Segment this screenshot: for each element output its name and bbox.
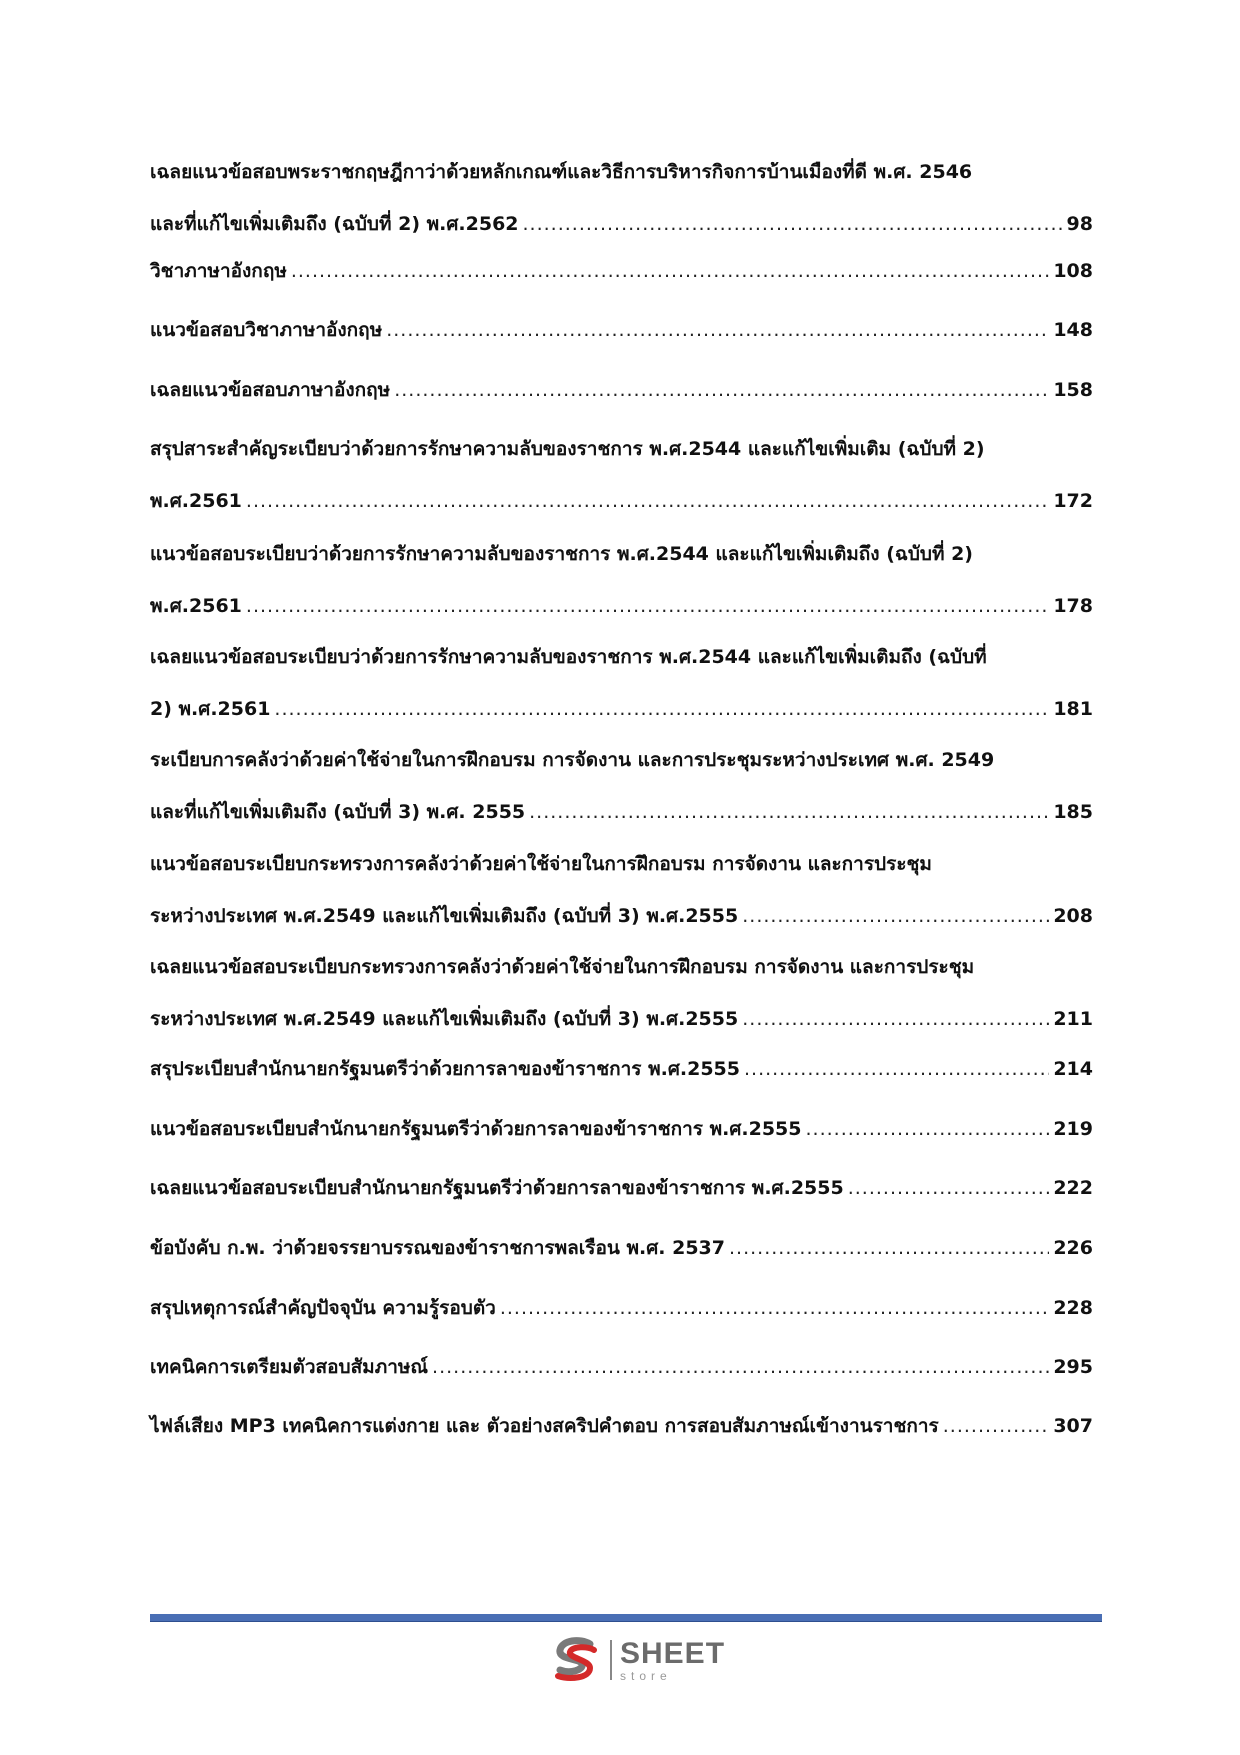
toc-entry-page: 214 bbox=[1053, 1058, 1093, 1080]
toc-entry-page: 307 bbox=[1053, 1415, 1093, 1437]
toc-entry-first-line: แนวข้อสอบระเบียบว่าด้วยการรักษาความลับของราชการ พ.ศ.2544 และแก้ไขเพิ่มเติมถึง (ฉบับที่ 2) bbox=[150, 543, 973, 565]
toc-entry-title: และที่แก้ไขเพิ่มเติมถึง (ฉบับที่ 2) พ.ศ.2562 bbox=[150, 213, 519, 235]
dot-leader bbox=[729, 1222, 1049, 1274]
logo-brand-text: SHEET bbox=[620, 1636, 726, 1670]
dot-leader bbox=[274, 683, 1049, 735]
toc-entry-page: 148 bbox=[1053, 319, 1093, 341]
toc-entry bbox=[150, 838, 1093, 942]
logo-sub-text: store bbox=[620, 1668, 672, 1683]
toc-entry-page: 211 bbox=[1053, 1008, 1093, 1030]
toc-entry-title: วิชาภาษาอังกฤษ bbox=[150, 260, 287, 282]
dot-leader bbox=[848, 1162, 1050, 1214]
dot-leader bbox=[744, 1043, 1049, 1095]
toc-entry-title: แนวข้อสอบวิชาภาษาอังกฤษ bbox=[150, 319, 383, 341]
toc-entry bbox=[150, 1282, 1093, 1334]
toc-entry bbox=[150, 245, 1093, 297]
toc-entry bbox=[150, 364, 1093, 416]
dot-leader bbox=[291, 245, 1049, 297]
dot-leader bbox=[394, 364, 1049, 416]
toc-entry-first-line: เฉลยแนวข้อสอบระเบียบว่าด้วยการรักษาความลับของราชการ พ.ศ.2544 และแก้ไขเพิ่มเติมถึง (ฉบับที่ bbox=[150, 646, 987, 668]
toc-entry-title: พ.ศ.2561 bbox=[150, 490, 242, 512]
toc-entry-title: ระหว่างประเทศ พ.ศ.2549 และแก้ไขเพิ่มเติมถึง (ฉบับที่ 3) พ.ศ.2555 bbox=[150, 1008, 739, 1030]
toc-entry bbox=[150, 423, 1093, 527]
toc-entry bbox=[150, 528, 1093, 632]
toc-entry-page: 98 bbox=[1066, 213, 1093, 235]
toc-entry bbox=[150, 1043, 1093, 1095]
toc-entry-title: 2) พ.ศ.2561 bbox=[150, 698, 271, 720]
logo-separator bbox=[610, 1640, 612, 1680]
toc-entry bbox=[150, 941, 1093, 1045]
toc-entry-title: ไฟล์เสียง MP3 เทคนิคการแต่งกาย และ ตัวอย่างสคริปคำตอบ การสอบสัมภาษณ์เข้างานราชการ bbox=[150, 1415, 939, 1437]
toc-entry-page: 181 bbox=[1053, 698, 1093, 720]
toc-entry-first-line: เฉลยแนวข้อสอบระเบียบกระทรวงการคลังว่าด้วยค่าใช้จ่ายในการฝึกอบรม การจัดงาน และการประชุม bbox=[150, 956, 975, 978]
toc-entry-page: 295 bbox=[1053, 1356, 1093, 1378]
toc-entry bbox=[150, 734, 1093, 838]
dot-leader bbox=[806, 1103, 1050, 1155]
toc-entry bbox=[150, 146, 1093, 250]
toc-entry-first-line: สรุปสาระสำคัญระเบียบว่าด้วยการรักษาความลับของราชการ พ.ศ.2544 และแก้ไขเพิ่มเติม (ฉบับที่ 2) bbox=[150, 438, 985, 460]
toc-entry-page: 172 bbox=[1053, 490, 1093, 512]
toc-entry-title: เฉลยแนวข้อสอบภาษาอังกฤษ bbox=[150, 379, 391, 401]
dot-leader bbox=[523, 198, 1063, 250]
toc-entry-first-line: แนวข้อสอบระเบียบกระทรวงการคลังว่าด้วยค่าใช้จ่ายในการฝึกอบรม การจัดงาน และการประชุม bbox=[150, 853, 932, 875]
dot-leader bbox=[500, 1282, 1049, 1334]
toc-entry-first-line: เฉลยแนวข้อสอบพระราชกฤษฎีกาว่าด้วยหลักเกณฑ์และวิธีการบริหารกิจการบ้านเมืองที่ดี พ.ศ. 2546 bbox=[150, 161, 973, 183]
toc-entry-title: พ.ศ.2561 bbox=[150, 595, 242, 617]
toc-entry-title: สรุประเบียบสำนักนายกรัฐมนตรีว่าด้วยการลาของข้าราชการ พ.ศ.2555 bbox=[150, 1058, 740, 1080]
toc-entry-title: เทคนิคการเตรียมตัวสอบสัมภาษณ์ bbox=[150, 1356, 429, 1378]
toc-entry-first-line: ระเบียบการคลังว่าด้วยค่าใช้จ่ายในการฝึกอบรม การจัดงาน และการประชุมระหว่างประเทศ พ.ศ. 2549 bbox=[150, 749, 995, 771]
toc-entry-title: สรุปเหตุการณ์สำคัญปัจจุบัน ความรู้รอบตัว bbox=[150, 1297, 496, 1319]
toc-entry bbox=[150, 1222, 1093, 1274]
toc-entry bbox=[150, 304, 1093, 356]
toc-entry-page: 158 bbox=[1053, 379, 1093, 401]
toc-entry-title: เฉลยแนวข้อสอบระเบียบสำนักนายกรัฐมนตรีว่าด้วยการลาของข้าราชการ พ.ศ.2555 bbox=[150, 1177, 844, 1199]
toc-entry bbox=[150, 631, 1093, 735]
toc-entry-title: แนวข้อสอบระเบียบสำนักนายกรัฐมนตรีว่าด้วยการลาของข้าราชการ พ.ศ.2555 bbox=[150, 1118, 802, 1140]
dot-leader bbox=[529, 786, 1049, 838]
toc-entry-page: 108 bbox=[1053, 260, 1093, 282]
toc-entry-page: 228 bbox=[1053, 1297, 1093, 1319]
toc-entry-title: ข้อบังคับ ก.พ. ว่าด้วยจรรยาบรรณของข้าราชการพลเรือน พ.ศ. 2537 bbox=[150, 1237, 726, 1259]
dot-leader bbox=[432, 1341, 1049, 1393]
dot-leader bbox=[246, 475, 1049, 527]
sheet-store-s-icon bbox=[550, 1636, 602, 1684]
toc-entry bbox=[150, 1400, 1093, 1452]
toc-entry-page: 178 bbox=[1053, 595, 1093, 617]
dot-leader bbox=[742, 993, 1049, 1045]
dot-leader bbox=[742, 890, 1049, 942]
toc-entry-page: 185 bbox=[1053, 801, 1093, 823]
dot-leader bbox=[943, 1400, 1050, 1452]
footer-divider bbox=[150, 1614, 1102, 1622]
toc-entry-page: 208 bbox=[1053, 905, 1093, 927]
toc-entry-page: 226 bbox=[1053, 1237, 1093, 1259]
toc-entry-page: 222 bbox=[1053, 1177, 1093, 1199]
toc-entry bbox=[150, 1103, 1093, 1155]
sheet-store-logo bbox=[550, 1635, 725, 1685]
dot-leader bbox=[246, 580, 1049, 632]
toc-entry-page: 219 bbox=[1053, 1118, 1093, 1140]
toc-entry bbox=[150, 1341, 1093, 1393]
dot-leader bbox=[386, 304, 1049, 356]
toc-entry bbox=[150, 1162, 1093, 1214]
toc-entry-title: และที่แก้ไขเพิ่มเติมถึง (ฉบับที่ 3) พ.ศ. 2555 bbox=[150, 801, 526, 823]
toc-entry-title: ระหว่างประเทศ พ.ศ.2549 และแก้ไขเพิ่มเติมถึง (ฉบับที่ 3) พ.ศ.2555 bbox=[150, 905, 739, 927]
